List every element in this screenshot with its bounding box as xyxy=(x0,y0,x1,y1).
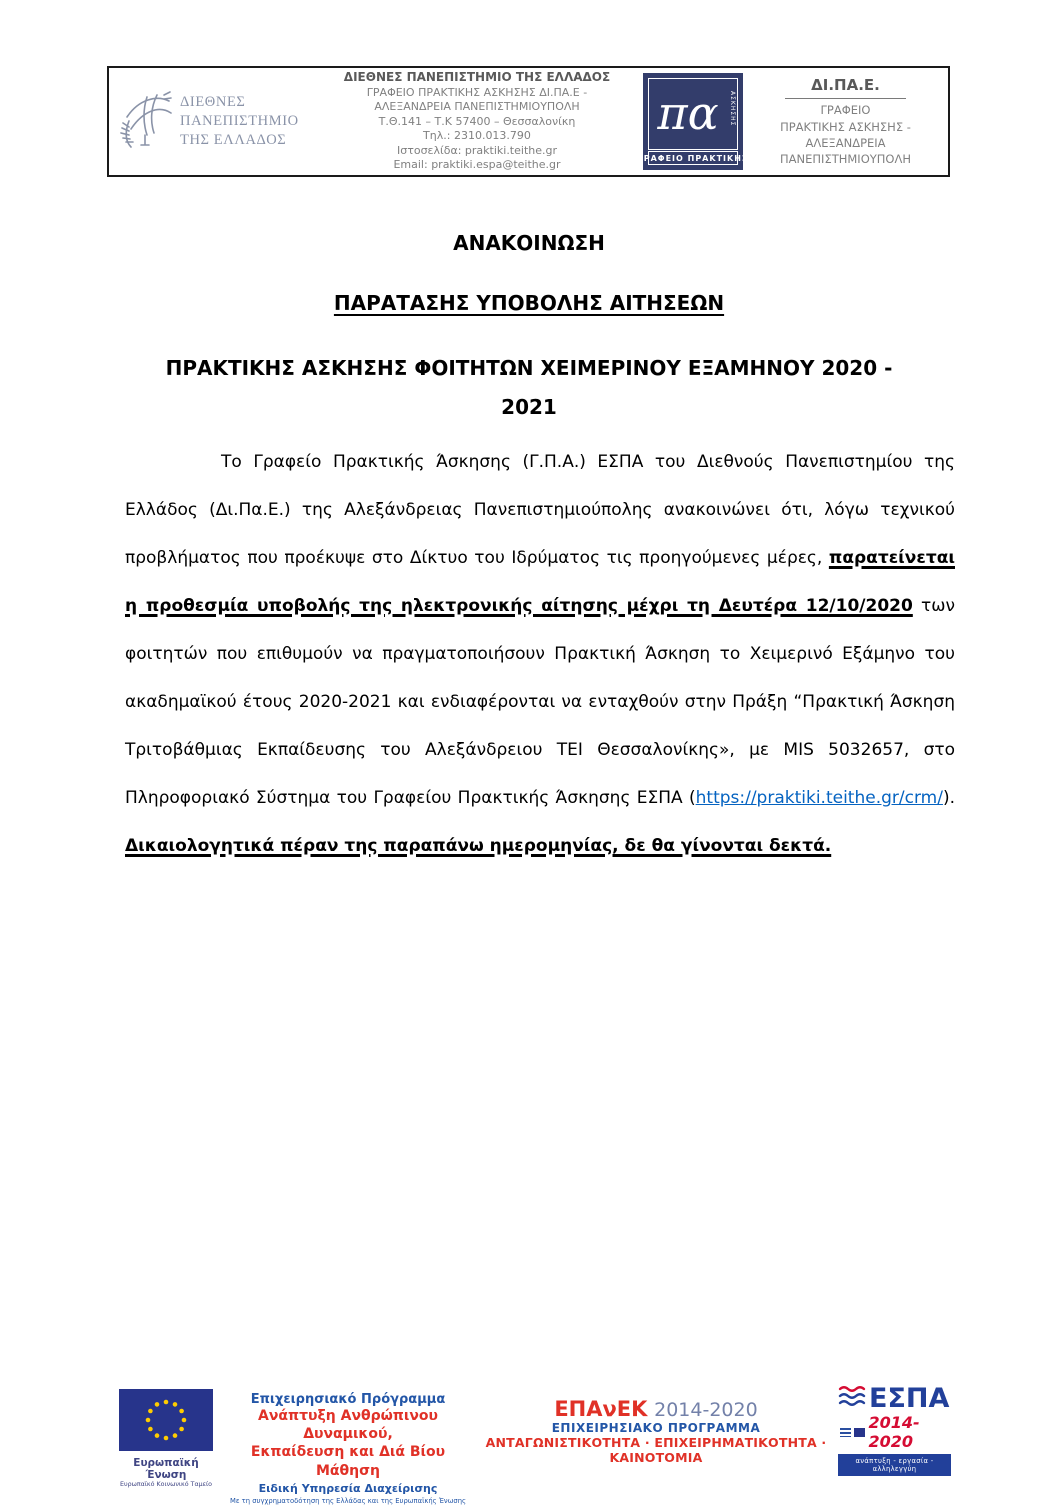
semester-subtitle: ΠΡΑΚΤΙΚΗΣ ΑΣΚΗΣΗΣ ΦΟΙΤΗΤΩΝ ΧΕΙΜΕΡΙΝΟΥ ΕΞΑΜΗΝΟΥ 2020 - 2021 xyxy=(165,356,893,419)
epanek-slogan: ΑΝΤΑΓΩΝΙΣΤΙΚΟΤΗΤΑ · ΕΠΙΧΕΙΡΗΜΑΤΙΚΟΤΗΤΑ · ΚΑΙΝΟΤΟΜΙΑ xyxy=(485,1435,827,1466)
university-logo xyxy=(109,89,327,155)
body-run-warning-bold: Δικαιολογητικά πέραν της παραπάνω ημερομηνίας, δε θα γίνονται δεκτά. xyxy=(125,836,832,856)
eu-flag-icon xyxy=(119,1436,213,1455)
office-contact-block xyxy=(327,70,627,173)
dipae-line: ΓΡΑΦΕΙΟ xyxy=(820,103,871,118)
espa-waves-icon xyxy=(838,1384,866,1412)
contact-campus-line: ΑΛΕΞΑΝΔΡΕΙΑ ΠΑΝΕΠΙΣΤΗΜΙΟΥΠΟΛΗ xyxy=(374,100,580,114)
pa-monogram-icon: πα xyxy=(657,85,719,140)
epanek-name: ΕΠΑνΕΚ xyxy=(554,1397,648,1421)
university-logo-line: ΠΑΝΕΠΙΣΤΗΜΙΟ xyxy=(180,113,299,130)
epanek-program-label: ΕΠΙΧΕΙΡΗΣΙΑΚΟ ΠΡΟΓΡΑΜΜΑ xyxy=(551,1421,761,1436)
epanek-period: 2014-2020 xyxy=(654,1399,758,1421)
greek-flag-icon xyxy=(840,1428,851,1437)
espa-period: 2014-2020 xyxy=(868,1413,920,1451)
contact-address-line: Τ.Θ.141 – Τ.Κ 57400 – Θεσσαλονίκη xyxy=(378,114,576,128)
contact-university-name: ΔΙΕΘΝΕΣ ΠΑΝΕΠΙΣΤΗΜΙΟ ΤΗΣ ΕΛΛΑΔΟΣ xyxy=(343,70,611,85)
espa-name: ΕΣΠΑ xyxy=(869,1382,950,1414)
praktiki-office-logo xyxy=(637,73,749,170)
announcement-title: ΑΝΑΚΟΙΝΩΣΗ xyxy=(453,231,605,255)
eu-mini-flag-icon xyxy=(854,1428,865,1437)
body-run-after-link: ). xyxy=(942,788,955,808)
dipae-office-block xyxy=(743,75,948,168)
contact-office-line: ΓΡΑΦΕΙΟ ΠΡΑΚΤΙΚΗΣ ΑΣΚΗΣΗΣ ΔΙ.ΠΑ.Ε - xyxy=(366,85,588,99)
praktiki-crm-link[interactable]: https://praktiki.teithe.gr/crm/ xyxy=(695,788,943,808)
dipae-line: ΑΛΕΞΑΝΔΡΕΙΑ xyxy=(805,136,886,151)
eu-union-label: Ευρωπαϊκή Ένωση xyxy=(133,1457,199,1481)
university-logo-line: ΔΙΕΘΝΕΣ xyxy=(180,94,246,111)
espa-logo-block xyxy=(838,1384,951,1476)
epanek-logo-block xyxy=(468,1398,844,1465)
praktiki-logo-band-text: ΓΡΑΦΕΙΟ ΠΡΑΚΤΙΚΗΣ xyxy=(648,151,738,165)
announcement-paragraph xyxy=(125,438,955,870)
body-run-deadline-bold: παρατείνεται η προθεσμία υποβολής της ηλεκτρονικής αίτησης μέχρι τη Δευτέρα 12/10/2020 xyxy=(125,548,955,616)
body-run-middle: των φοιτητών που επιθυμούν να πραγματοποιήσουν Πρακτική Άσκηση το Χειμερινό Εξάμηνο του ακαδημαϊκού έτους 2020-2021 και ενδιαφέρονται να ενταχθούν στην Πράξη “Πρακτική Άσκηση Τριτοβάθμιας Εκπαίδευσης του Αλεξάνδρειου ΤΕΙ Θεσσαλονίκης», με MIS 5032657, στο Πληροφοριακό Σύστημα του Γραφείου Πρακτικής Άσκησης ΕΣΠΑ ( xyxy=(125,596,955,808)
program-line-education: Εκπαίδευση και Διά Βίου Μάθηση xyxy=(250,1444,446,1479)
document-header xyxy=(107,66,950,177)
program-title: Επιχειρησιακό Πρόγραμμα xyxy=(250,1392,446,1407)
program-managing-authority: Ειδική Υπηρεσία Διαχείρισης xyxy=(258,1481,438,1495)
body-run-intro: Το Γραφείο Πρακτικής Άσκησης (Γ.Π.Α.) ΕΣΠΑ του Διεθνούς Πανεπιστημίου της Ελλάδος (Δι.Πα.Ε.) της Αλεξάνδρειας Πανεπιστημιούπολης ανακοινώνει ότι, λόγω τεχνικού προβλήματος που προέκυψε στο Δίκτυο του Ιδρύματος τις προηγούμενες μέρες, xyxy=(125,452,955,568)
eu-funding-block xyxy=(114,1389,218,1488)
university-logo-line: ΤΗΣ ΕΛΛΑΔΟΣ xyxy=(180,131,287,148)
dipae-line: ΠΑΝΕΠΙΣΤΗΜΙΟΥΠΟΛΗ xyxy=(780,152,911,167)
dipae-title: ΔΙ.ΠΑ.Ε. xyxy=(785,75,906,99)
operational-program-block xyxy=(228,1392,468,1505)
contact-phone-line: Τηλ.: 2310.013.790 xyxy=(423,129,531,143)
olive-branch-icon xyxy=(117,89,175,155)
praktiki-logo-vertical-text: ΑΣΚΗΣΗΣ xyxy=(729,91,736,127)
program-cofinance-note: Με τη συγχρηματοδότηση της Ελλάδας και της Ευρωπαϊκής Ένωσης xyxy=(229,1496,466,1505)
extension-subtitle: ΠΑΡΑΤΑΣΗΣ ΥΠΟΒΟΛΗΣ ΑΙΤΗΣΕΩΝ xyxy=(333,291,725,315)
dipae-line: ΠΡΑΚΤΙΚΗΣ ΑΣΚΗΣΗΣ - xyxy=(780,119,911,134)
program-line-hr: Ανάπτυξη Ανθρώπινου Δυναμικού, xyxy=(258,1408,438,1443)
contact-email-line: Email: praktiki.espa@teithe.gr xyxy=(393,158,561,172)
espa-slogan-band: ανάπτυξη - εργασία - αλληλεγγύη xyxy=(838,1454,951,1476)
eu-social-fund-label: Ευρωπαϊκό Κοινωνικό Ταμείο xyxy=(119,1481,213,1488)
contact-website-line: Ιστοσελίδα: praktiki.teithe.gr xyxy=(397,143,557,157)
